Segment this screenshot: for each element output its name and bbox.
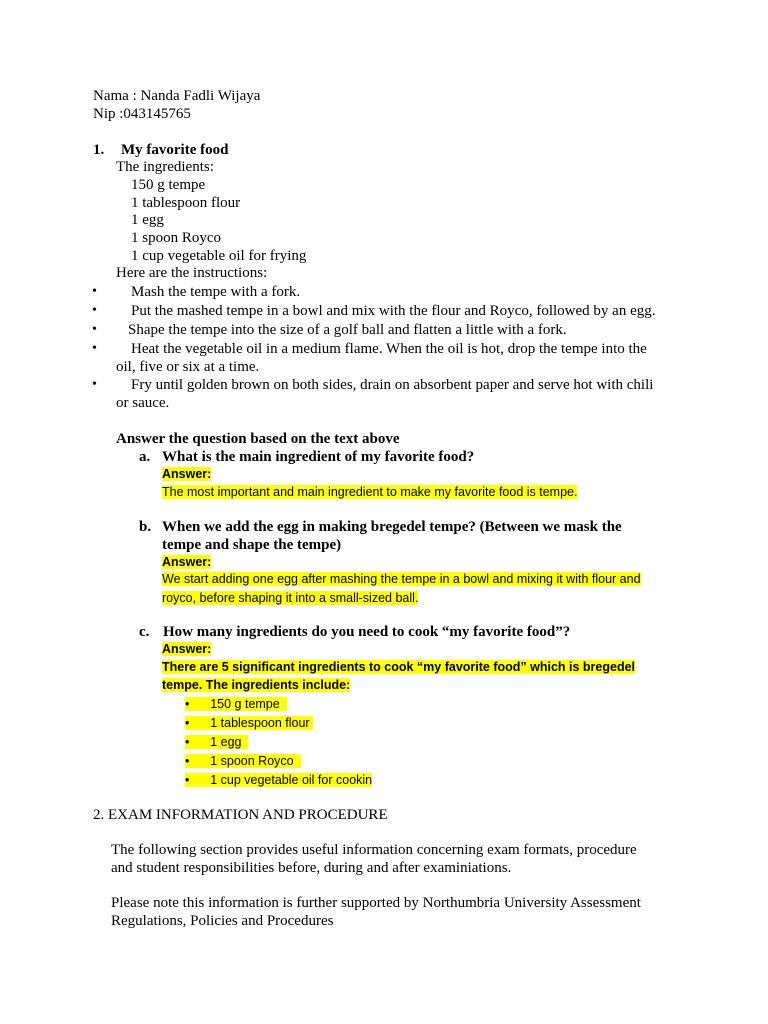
answer-list-item: • 1 egg [185, 733, 248, 751]
question-text: What is the main ingredient of my favorite food? [162, 449, 475, 465]
question-letter: c. [139, 624, 150, 640]
answer-text: tempe. The ingredients include: [162, 678, 351, 692]
bullet-icon: • [92, 322, 97, 337]
answer-text: The most important and main ingredient to make my favorite food is tempe. [162, 485, 578, 499]
question-letter: b. [139, 519, 152, 535]
section2-paragraph: and student responsibilities before, during and after examiniations. [111, 860, 512, 876]
section2-paragraph: Regulations, Policies and Procedures [111, 913, 334, 929]
answer-list-item: • 1 tablespoon flour [185, 714, 313, 732]
instruction-line: Shape the tempe into the size of a golf ball and flatten a little with a fork. [128, 322, 567, 338]
author-name: Nama : Nanda Fadli Wijaya [93, 88, 261, 104]
instruction-line: Fry until golden brown on both sides, drain on absorbent paper and serve hot with chili [131, 377, 654, 393]
instructions-label: Here are the instructions: [116, 265, 268, 281]
instruction-line: Put the mashed tempe in a bowl and mix with the flour and Royco, followed by an egg. [131, 303, 656, 319]
ingredient-item: 150 g tempe [131, 177, 206, 193]
answer-list-item: • 150 g tempe [185, 695, 287, 713]
questions-label: Answer the question based on the text above [116, 431, 400, 447]
bullet-icon: • [92, 284, 97, 299]
answer-text: We start adding one egg after mashing the tempe in a bowl and mixing it with flour and [162, 572, 641, 586]
question-text: How many ingredients do you need to cook “my favorite food”? [163, 624, 571, 640]
section1-title: My favorite food [121, 142, 229, 158]
bullet-icon: • [92, 303, 97, 318]
answer-list-item: • 1 spoon Royco [185, 752, 301, 770]
answer-list-item: • 1 cup vegetable oil for cookin [185, 773, 373, 787]
ingredient-item: 1 cup vegetable oil for frying [131, 248, 307, 264]
instruction-line: oil, five or six at a time. [116, 359, 260, 375]
section2-paragraph: Please note this information is further supported by Northumbria University Assessment [111, 895, 641, 911]
question-text: When we add the egg in making bregedel tempe? (Between we mask the [162, 519, 622, 535]
section2-title: 2. EXAM INFORMATION AND PROCEDURE [93, 807, 388, 823]
question-text: tempe and shape the tempe) [162, 537, 342, 553]
answer-label: Answer: [162, 642, 212, 656]
instruction-line: or sauce. [116, 395, 170, 411]
ingredients-label: The ingredients: [116, 159, 214, 175]
answer-label: Answer: [162, 555, 212, 569]
section1-number: 1. [93, 142, 105, 158]
answer-text: royco, before shaping it into a small-sized ball. [162, 591, 419, 605]
author-nip: Nip :043145765 [93, 106, 191, 122]
question-letter: a. [139, 449, 151, 465]
bullet-icon: • [92, 377, 97, 392]
ingredient-item: 1 tablespoon flour [131, 195, 241, 211]
ingredient-item: 1 spoon Royco [131, 230, 221, 246]
answer-text: There are 5 significant ingredients to cook “my favorite food” which is bregedel [162, 660, 636, 674]
answer-label: Answer: [162, 467, 212, 481]
instruction-line: Heat the vegetable oil in a medium flame. When the oil is hot, drop the tempe into the [131, 341, 647, 357]
section2-paragraph: The following section provides useful information concerning exam formats, procedure [111, 842, 637, 858]
ingredient-item: 1 egg [131, 212, 164, 228]
instruction-line: Mash the tempe with a fork. [131, 284, 301, 300]
bullet-icon: • [92, 341, 97, 356]
